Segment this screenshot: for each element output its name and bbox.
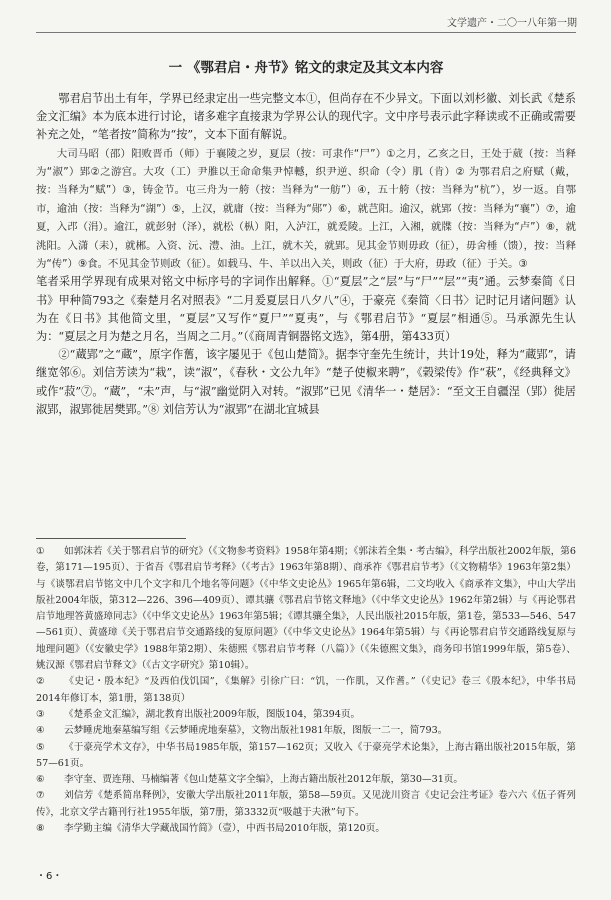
- footnote: [36, 740, 576, 773]
- footnote-text: 《楚系金文汇编》，湖北教育出版社2009年版，图版104，第394页。: [64, 708, 361, 720]
- inscription-text: 大司马昭（邵）阳败晋币（师）于襄陵之岁，夏层（按：可隶作“尸”）①之月，乙亥之日，王处于葳（按：当释为“淑”）郢②之游宫。大攻（工）尹脽以王命命集尹悼轗，织尹逆、织命（令）肌（肯）② 为鄂君启之府赋（戴，按：当释为“赋”）③，铸金节。屯三舟为一舿（按：当释为“一舫”）④，五十舿（按：当释为“杭”），岁一返。自鄂市，逾油（按：当释为“湖”）⑤，上汉，就庸（按：当释为“郧”）⑥，就芑阳。逾汉，就郢（按：当释为“襄”）⑦，逾夏，入邔（涓）。逾江，就彭射（泽），就松（枞）阳，入泸江，就爰陵。上江，入湘，就牒（按：当释为“卢”）⑧，就洮阳。入潇（耒），就郴。入资、沅、澧、油。上江，就木关，就郢。见其金节则毋政（征），毋舍棰（馈），按：当释为“传”）⑨食。不见其金节则政（征）。如载马、牛、羊以出入关，则政（征）于大府，毋政（征）于关。③: [36, 147, 576, 271]
- footnote-mark: ⑥: [36, 774, 45, 786]
- footnote-mark: ②: [36, 676, 45, 688]
- footnote-text: 云梦睡虎地秦墓编写组《云梦睡虎地秦墓》，文物出版社1981年版，图版一二一，简793。: [64, 725, 448, 737]
- footnote-rule: [36, 538, 186, 539]
- footnote-mark: ③: [36, 708, 45, 720]
- footnote-text: 刘信芳《楚系简帛释例》，安徽大学出版社2011年版，第58—59页。又见泷川资言《史记会注考证》卷六六《伍子胥列传》，北京文学古籍刊行社1955年版，第7册，第3332页“吸越于夫湫”句下。: [36, 790, 576, 818]
- footnote-text: 李守奎、贾连翔、马楠编著《包山楚墓文字全编》，上海古籍出版社2012年版，第30—31页。: [64, 774, 463, 786]
- section-title: 一 《鄂君启・舟节》铭文的隶定及其文本内容: [168, 60, 444, 76]
- footnote: [36, 788, 576, 821]
- footnote: [36, 821, 576, 837]
- footnote-text: 如郭沫若《关于鄂君启节的研究》（《文物参考资料》1958年第4期；《郭沫若全集・考古编》，科学出版社2002年版，第6卷，第171—195页）、于省吾《鄂君启节考释》（《考古》1963年第8期）、商承祚《鄂君启节考》（《文物精华》1963年第2集）与《谈鄂君启节铭文中几个文字和几个地名等问题》（《中华文史论丛》1965年第6辑，二文均收入《商承祚文集》，中山大学出版社2004年版，第312—226、396—409页）、谭其骧《鄂君启节铭文释地》（《中华文史论丛》1962年第2辑）与《再论鄂君启节地理答黄盛璋同志》（《中华文史论丛》1963年第5辑；《谭其骧全集》，人民出版社2015年版，第1卷，第533—546、547—561页）、黄盛璋《关于鄂君启节交通路线的复原问题》（《中华文史论丛》1964年第5辑）与《再论鄂君启节交通路线复原与地理问题》（《安徽史学》1988年第2期）、朱德熙《鄂君启节考释（八篇）》（《朱德熙文集》，商务印书馆1999年版，第5卷）、姚汉源《鄂君启节释文》（《古文字研究》第10辑）。: [36, 546, 576, 672]
- footnote-mark: ①: [36, 546, 45, 557]
- intro-paragraph: 鄂君启节出土有年，学界已经隶定出一些完整文本①，但尚存在不少异文。下面以刘杉徽、刘长武《楚系金文汇编》本为底本进行讨论，诸多难字直接隶为学界公认的现代字。文中序号表示此字释读或不正确或需要补充之处，“笔者按”简称为“按”，文本下面有解说。: [36, 92, 576, 142]
- footnote: [36, 772, 576, 788]
- footnote-mark: ⑧: [36, 823, 45, 835]
- footnote-mark: ⑦: [36, 790, 45, 802]
- footnote-text: 《史记・殷本纪》“及西伯伐饥国”，《集解》引徐广曰：“饥，一作肌，又作耆。”（《史记》卷三《殷本纪》，中华书局2014年修订本，第1册，第138页）: [36, 676, 576, 704]
- running-head: 文学遗产・二〇一八年第一期: [447, 18, 577, 29]
- main-text: [36, 90, 576, 419]
- page-number: ・6・: [36, 871, 63, 882]
- discussion-paragraph-1: 笔者采用学界现有成果对铭文中标序号的字词作出解释。①“夏层”之“层”与“尸”“层”“夷”通。云梦秦简《日书》甲种简793之《秦楚月名对照表》“二月爰夏层日八夕八”④，于豪亮《秦简〈日书〉记时记月诸问题》认为在《日书》其他简文里，“夏层”又写作“夏尸”“夏夷”，与《鄂君启节》“夏层”相通⑤。马承源先生认为：“夏层之月为楚之月名，当周之二月。”（《商周青铜器铭文选》，第4册，第433页）: [36, 275, 576, 344]
- footnote-mark: ④: [36, 725, 45, 737]
- footnote-mark: ⑤: [36, 741, 45, 753]
- footnote: [36, 544, 576, 674]
- footnote-text: 《于豪亮学术文存》，中华书局1985年版，第157—162页；又收入《于豪亮学术论集》，上海古籍出版社2015年版，第57—61页。: [36, 741, 576, 769]
- footnote: [36, 707, 576, 723]
- footnote: [36, 723, 576, 739]
- footnote-text: 李学勤主编《清华大学藏战国竹简》（壹），中西书局2010年版，第120页。: [64, 823, 385, 835]
- footnotes: [36, 544, 576, 837]
- discussion-paragraph-2: ②“蔵郢”之“蔵”，原字作𦾔，该字屡见于《包山楚简》。据李守奎先生统计，共计19处，释为“蔵郢”，请继宽邻⑥。刘信芳读为“栽”，读“淑”，《春秋・文公九年》“楚子使椒来聘”，《榖梁传》作“萩”，《经典释文》或作“菽”⑦。“蔵”，“未”声，与“淑”幽觉阴入对转。“淑郢”已见《清华一・楚居》：“至文王自疆浧（郢）徙居淑郢，淑郢徙居樊郢。”⑧ 刘信芳认为“淑郢”在湖北宜城县: [36, 348, 576, 416]
- footnote: [36, 674, 576, 707]
- header-rule: [36, 32, 576, 33]
